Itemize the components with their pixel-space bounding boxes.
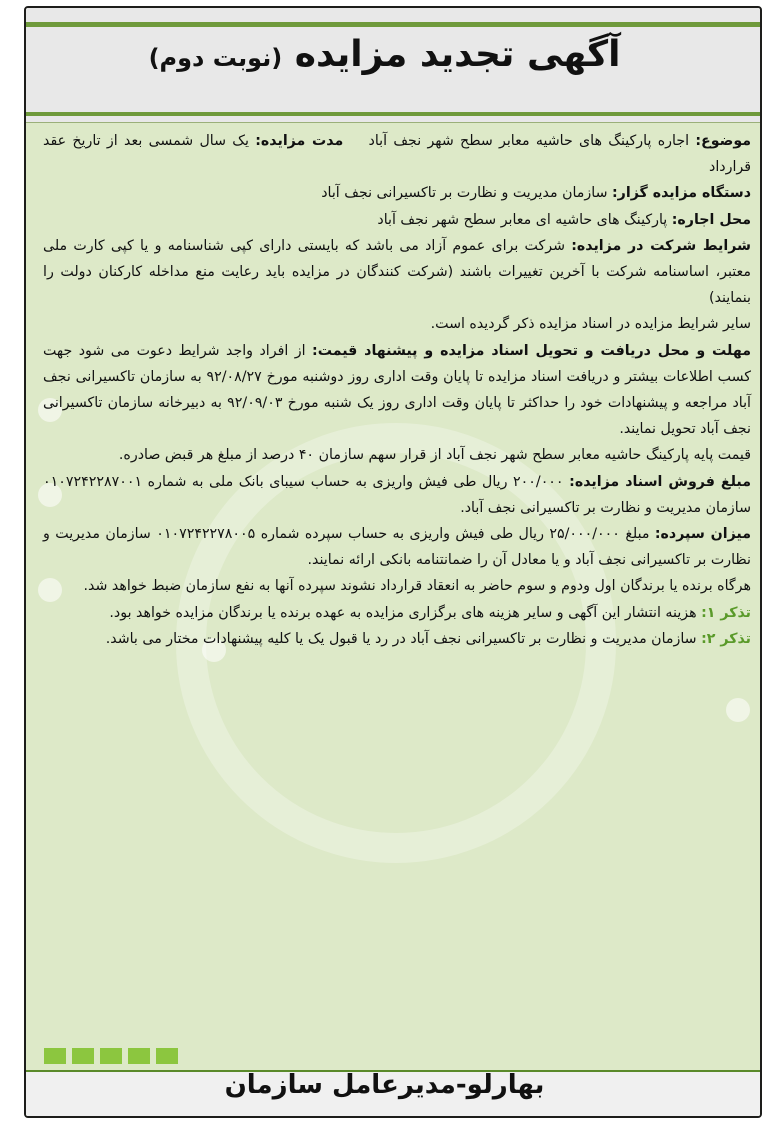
note-1-paragraph [43,600,751,626]
document-price-label: مبلغ فروش اسناد مزایده: [569,473,751,490]
note-2-paragraph [43,626,751,652]
deadline-label: مهلت و محل دریافت و تحویل اسناد مزایده و پیشنهاد قیمت: [312,342,751,359]
duration-text: یک سال شمسی بعد از تاریخ عقد قرارداد [43,133,751,176]
forfeit-paragraph: هرگاه برنده یا برندگان اول ودوم و سوم حاضر به انعقاد قرارداد نشوند سپرده آنها به نفع سازمان ضبط خواهد شد. [83,578,751,595]
note-2-label: تذکر ۲: [701,630,751,647]
document-price-text: ۲۰۰/۰۰۰ ریال طی فیش واریزی به حساب سیبای بانک ملی به شماره ۰۱۰۷۲۴۲۲۸۷۰۰۱ سازمان مدیریت و نظارت بر تاکسیرانی نجف آباد. [43,473,751,516]
organizer-label: دستگاه مزایده گزار: [611,185,751,202]
header-top-bar [26,22,760,27]
subject-paragraph [43,128,751,180]
deposit-label: میزان سپرده: [654,526,751,543]
green-square [44,1048,66,1064]
conditions-text: شرکت برای عموم آزاد می باشد که بایستی دارای کپی شناسنامه و یا کپی کارت ملی معتبر، اساسنامه شرکت با آخرین تغییرات باشند (شرکت کنندگان در مزایده باید رعایت منع مداخله کارکنان دولت را بنمایند) [43,237,751,307]
signature: بهارلو-مدیرعامل سازمان [224,1070,545,1100]
organizer-paragraph [43,180,751,206]
subject-text: اجاره پارکینگ های حاشیه معابر سطح شهر نجف آباد [362,133,696,149]
other-conditions: سایر شرایط مزایده در اسناد مزایده ذکر گردیده است. [430,316,751,333]
deposit-text: مبلغ ۲۵/۰۰۰/۰۰۰ ریال طی فیش واریزی به حساب سپرده شماره ۰۱۰۷۲۴۲۲۷۸۰۰۵ سازمان مدیریت و نظارت بر تاکسیرانی نجف آباد و یا معادل آن را ضمانتنامه بانکی ارائه نمایند. [43,526,751,569]
deadline-paragraph [43,338,751,443]
deadline-text: از افراد واجد شرایط دعوت می شود جهت کسب اطلاعات بیشتر و دریافت اسناد مزایده تا پایان وقت اداری روز دوشنبه مورخ ۹۲/۰۸/۲۷ به سازمان تاکسیرانی نجف آباد مراجعه و پیشنهادات خود را حداکثر تا پایان وقت اداری روز یک شنبه مورخ ۹۲/۰۹/۰۳ به دبیرخانه سازمان تاکسیرانی نجف آباد تحویل نمایند. [43,342,751,438]
title-main: آگهی تجدید مزایده [294,34,621,75]
location-paragraph [43,207,751,233]
green-square [72,1048,94,1064]
notice-title [0,34,769,75]
green-square [100,1048,122,1064]
base-price-paragraph: قیمت پایه پارکینگ حاشیه معابر سطح شهر نجف آباد از قرار سهم سازمان ۴۰ درصد از مبلغ هر قبض صادره. [118,447,751,464]
subject-label: موضوع: [695,133,751,149]
location-label: محل اجاره: [671,211,751,228]
note-2-text: سازمان مدیریت و نظارت بر تاکسیرانی نجف آباد در رد یا قبول یک یا کلیه پیشنهادات مختار می باشد. [105,630,702,647]
location-text: پارکینگ های حاشیه ای معابر سطح شهر نجف آباد [377,211,672,228]
organizer-text: سازمان مدیریت و نظارت بر تاکسیرانی نجف آباد [321,185,612,202]
notice-content [43,128,751,1046]
note-1-label: تذکر ۱: [701,604,751,621]
note-1-text: هزینه انتشار این آگهی و سایر هزینه های برگزاری مزایده به عهده برنده یا برندگان مزایده خواهد بود. [109,604,702,621]
deposit-paragraph [43,521,751,573]
green-square [128,1048,150,1064]
duration-label: مدت مزایده: [255,133,344,149]
title-round: (نوبت دوم) [148,44,283,72]
green-square [156,1048,178,1064]
header-bottom-bar [26,112,760,116]
conditions-label: شرایط شرکت در مزایده: [571,237,751,254]
conditions-paragraph [43,233,751,312]
document-price-paragraph [43,469,751,521]
decorative-squares [44,1048,178,1066]
